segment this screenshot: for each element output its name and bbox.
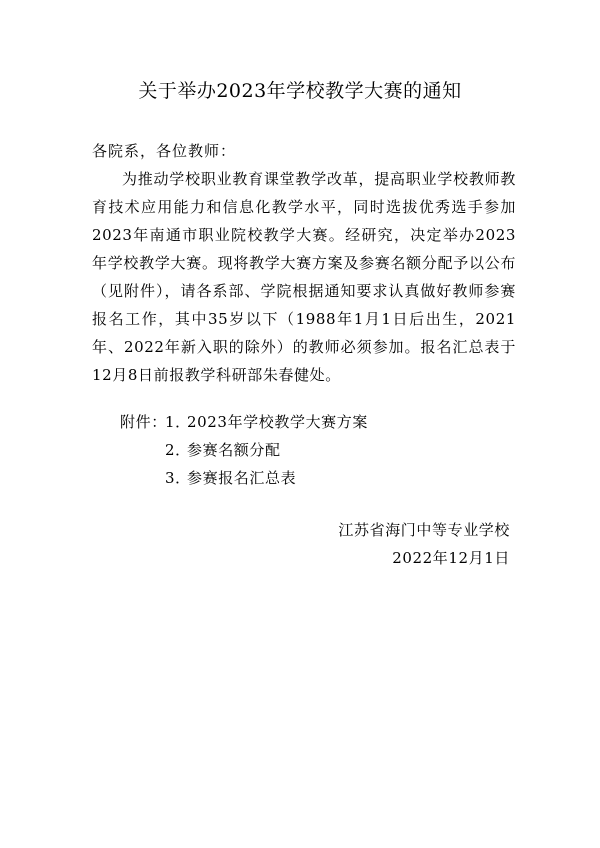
signature-date: 2022年12月1日 <box>392 549 510 567</box>
attachment-title: 参赛名额分配 <box>187 441 281 459</box>
signature-block <box>338 516 510 572</box>
attachment-item <box>120 464 368 492</box>
attachments-list <box>120 408 368 492</box>
salutation: 各院系，各位教师： <box>92 142 237 160</box>
attachment-number: 2． <box>165 441 191 459</box>
attachment-title: 参赛报名汇总表 <box>187 469 297 487</box>
attachment-item <box>120 436 368 464</box>
attachment-number: 3． <box>165 469 191 487</box>
attachment-number: 1． <box>165 413 191 431</box>
body-paragraph: 为推动学校职业教育课堂教学改革，提高职业学校教师教育技术应用能力和信息化教学水平，同时选拔优秀选手参加2023年南通市职业院校教学大赛。经研究，决定举办2023年学校教学大赛。现将教学大赛方案及参赛名额分配予以公布（见附件），请各系部、学院根据通知要求认真做好教师参赛报名工作，其中35岁以下（1988年1月1日后出生，2021年、2022年新入职的除外）的教师必须参加。报名汇总表于12月8日前报教学科研部朱春健处。 <box>92 170 516 384</box>
attachments-label: 附件： <box>120 413 167 431</box>
attachment-item <box>120 408 368 436</box>
attachment-title: 2023年学校教学大赛方案 <box>187 413 368 431</box>
document-title: 关于举办2023年学校教学大赛的通知 <box>138 80 462 102</box>
signature-organization: 江苏省海门中等专业学校 <box>338 521 510 539</box>
